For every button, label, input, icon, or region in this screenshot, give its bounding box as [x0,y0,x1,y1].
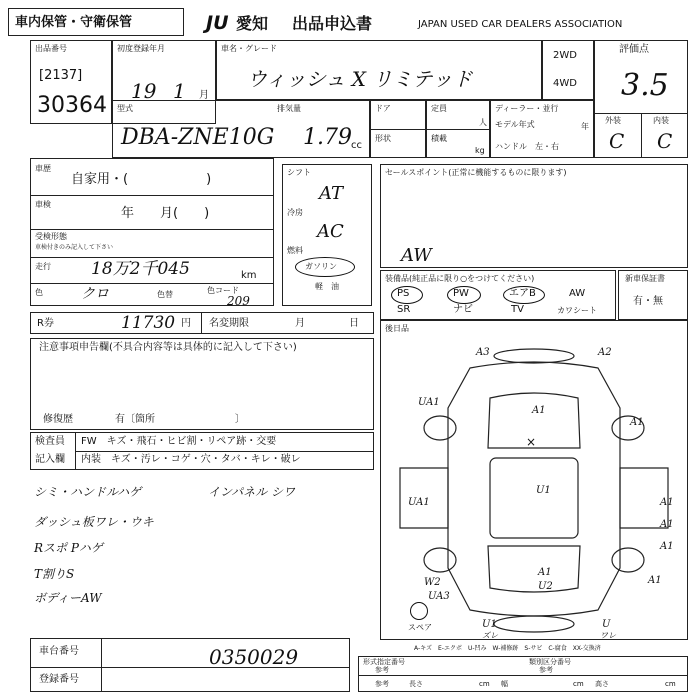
capacity-box [426,100,490,158]
mark-ua1-top: UA1 [418,397,440,408]
model-value: DBA-ZNE10G [121,125,275,150]
dealer-box [490,100,594,158]
sales-point-value: AW [401,245,432,266]
registration-label: 初度登録年月 [117,44,165,53]
storage-label: 車内保管・守衛保管 [15,15,133,30]
history-label: 車歴 [35,164,51,173]
mileage-unit: km [241,270,257,281]
mark-a1-right-3: A1 [660,541,674,552]
spare-label: スペア [408,623,432,632]
equip-aw: AW [569,288,586,299]
car-name-value: ウィッシュ X リミテッド [247,67,473,91]
recycle-label: R券 [37,318,54,329]
width-label: 幅 [501,680,508,688]
storage-label-box [8,8,184,36]
mark-u1-roof: U1 [536,485,551,496]
name-change-label: 名変期限 [209,318,249,329]
mark-u-bumper: U [602,619,611,630]
model-label: 型式 [117,104,133,113]
rating-score: 3.5 [621,68,669,103]
inspector-box [30,432,374,470]
name-change-day: 日 [349,318,359,329]
equip-navi: ナビ [453,304,473,315]
equipment-label: 装備品(純正品に限り○をつけてください) [385,274,535,283]
warranty-box [618,270,688,320]
category-ref: 参考 [539,666,553,674]
car-outline [448,362,620,616]
airbag-circle [503,286,545,304]
inspection-label: 車検 [35,200,51,209]
chassis-box [30,638,350,692]
equip-tv: TV [511,304,524,315]
footer-box [358,656,688,692]
color-code-value: 209 [227,294,250,308]
mark-u1-bumper: U1 [482,619,497,630]
notes-label: 注意事項申告欄(不具合内容等は具体的に記入して下さい) [39,342,297,353]
recycle-value: 11730 [121,313,176,333]
mark-ware: ワレ [600,631,616,640]
spare-tire-icon [410,602,428,620]
rear-bumper [494,616,574,632]
exterior-grade: C [609,129,625,153]
interior-grade: C [657,129,673,153]
mark-a1-rear: A1 [538,567,552,578]
lot-number: 30364 [37,93,107,118]
ju-logo: JU [206,12,229,34]
model-year-label: モデル年式 [495,120,535,129]
fuel-label: 燃料 [287,246,303,255]
mark-zure: ズレ [482,631,498,640]
registration-month: 1 [173,79,186,103]
mark-a1-fr: A1 [630,417,644,428]
mark-a1-right-2: A1 [660,519,674,530]
inspector-label-1: 検査員 [35,436,65,447]
drivetrain-box [282,164,372,306]
mark-a1-rr: A1 [648,575,662,586]
recycle-box [30,312,374,334]
car-name-box [216,40,542,100]
type-spec-label: 形式指定番号 [363,658,405,666]
displacement-label: 排気量 [277,104,301,113]
rating-label: 評価点 [619,44,649,55]
auction-sheet [8,8,692,692]
equip-ps: PS [397,288,410,299]
shape-label: 形状 [375,134,391,143]
diagram-label: 後日品 [385,324,409,333]
fuel-gas: ガソリン [305,262,337,271]
height-unit: cm [665,680,676,688]
remark-1: シミ・ハンドルハゲ [34,485,142,499]
mark-ua1-left: UA1 [408,497,430,508]
type-spec-ref: 参考 [375,666,389,674]
rating-box [594,40,688,158]
front-bumper [494,349,574,363]
recycle-unit: 円 [181,318,191,329]
equip-sr: SR [397,304,411,315]
equip-leather: カワシート [557,306,597,315]
door-box [370,100,426,158]
model-year-unit: 年 [581,122,589,131]
rear-left-wheel [424,548,456,572]
association-name: 愛知 [236,14,269,33]
front-left-wheel [424,416,456,440]
color-value: クロ [81,286,109,302]
height-label: 高さ [595,680,609,688]
equip-pw: PW [453,288,469,299]
form-title: 出品申込書 [292,14,373,33]
fuel-diesel: 軽 油 [315,282,339,291]
mileage-label: 走行 [35,262,51,271]
ac-value: AC [317,221,344,242]
repair-value: 有〔箇所 〕 [115,414,245,425]
width-unit: cm [573,680,584,688]
load-label: 積載 [431,134,447,143]
inspector-row-2: 内装 キズ・汚レ・コゲ・穴・タバ・キレ・破レ [81,454,301,465]
exterior-label: 外装 [605,116,621,125]
mark-a1-right-1: A1 [660,497,674,508]
category-label: 類別区分番号 [529,658,571,666]
registration-year: 19 [131,79,157,103]
history-box [30,158,274,306]
equip-airbag: エアB [509,288,536,299]
ps-circle [391,286,423,304]
inspector-label-2: 記入欄 [35,454,65,465]
length-unit: cm [479,680,490,688]
repair-label: 修復歴 [43,414,73,425]
mark-ua3: UA3 [428,591,450,602]
history-value: 自家用・( ) [71,172,212,187]
drive-4wd: 4WD [553,78,577,89]
remark-4: Rスポ Pハゲ [34,541,103,555]
acceptance-label: 受検形態 [35,232,67,241]
dealer-label: ディーラー・並行 [495,104,559,113]
mark-u2-rear: U2 [538,581,553,592]
interior-label: 内装 [653,116,669,125]
warranty-label: 新車保証書 [625,274,665,283]
acceptance-note: 車検付きのみ記入して下さい [35,244,114,251]
inspector-row-1: FW キズ・飛石・ヒビ割・リペア跡・交要 [81,436,277,447]
sales-point-label: セールスポイント(正常に機能するものに限ります) [385,168,567,177]
mark-w2: W2 [424,577,441,588]
chassis-label: 車台番号 [39,646,79,657]
registration-month-unit: 月 [199,90,209,101]
model-box [112,100,370,158]
drive-box [542,40,594,100]
damage-x-mark: × [526,435,537,449]
name-change-month: 月 [295,318,305,329]
ref-label: 参考 [375,680,389,688]
ac-label: 冷房 [287,208,303,217]
notes-box [30,338,374,430]
color-label: 色 [35,288,43,297]
door-label: ドア [375,104,391,113]
displacement-value: 1.79 [303,125,352,150]
mark-a1-hood: A1 [532,405,546,416]
handle-label: ハンドル 左・右 [495,142,559,151]
inspection-value: 年 月( ) [121,206,210,221]
lot-box [30,40,112,124]
chassis-value: 0350029 [209,645,299,669]
capacity-label: 定員 [431,104,447,113]
color-code-label: 色コード [207,286,239,295]
shift-label: シフト [287,168,311,177]
lot-sub-number: [2137] [39,68,83,83]
roof [490,458,578,538]
displacement-unit: cc [351,140,362,151]
damage-legend: A-キズ E-エクボ U-凹み W-補修跡 S-サビ C-腐食 XX-交換済 [414,645,601,652]
capacity-unit: 人 [479,118,487,127]
length-label: 長さ [409,680,423,688]
registration-number-label: 登録番号 [39,674,79,685]
drive-2wd: 2WD [553,50,577,61]
shift-value: AT [319,183,344,204]
load-unit: kg [475,146,485,155]
equipment-box [380,270,616,320]
rear-window [488,546,580,592]
remark-2: インパネル シワ [208,485,295,499]
fuel-gas-circle [295,257,355,277]
warranty-value: 有・無 [633,296,663,307]
remark-3: ダッシュ板ワレ・ウキ [34,515,154,529]
color-change-label: 色替 [157,290,173,299]
pw-circle [447,286,481,304]
mileage-value: 18万2千045 [91,259,190,279]
english-title: JAPAN USED CAR DEALERS ASSOCIATION [418,19,623,30]
mark-a2: A2 [598,347,612,358]
car-name-label: 車名・グレード [221,44,277,53]
rear-right-wheel [612,548,644,572]
remark-5: T割りS [34,567,75,581]
car-damage-diagram [380,338,688,640]
lot-label: 出品番号 [35,44,67,53]
remark-6: ボディーAW [34,591,102,605]
mark-a3: A3 [476,347,490,358]
sales-point-box [380,164,688,268]
